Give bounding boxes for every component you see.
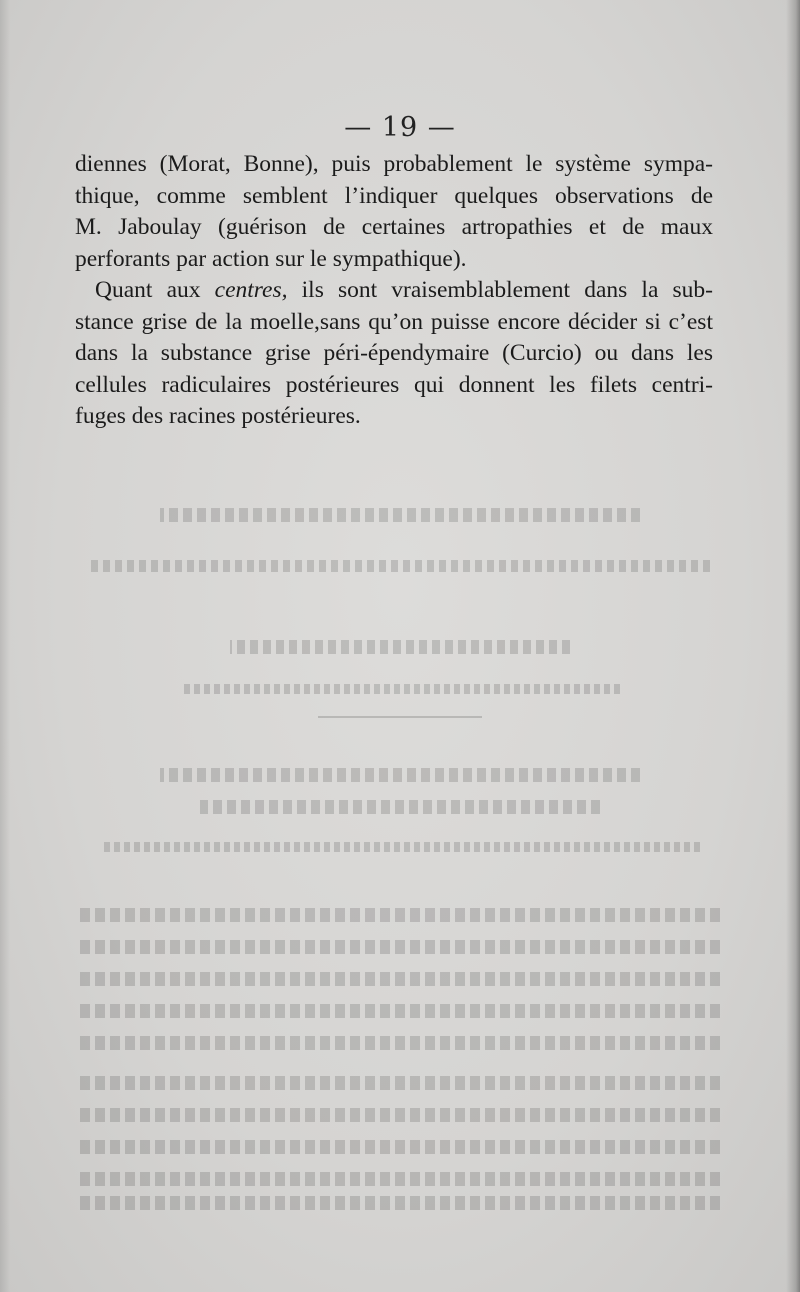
- text-line: cellules radiculaires postérieures qui donnent les filets centri-: [75, 371, 713, 398]
- text-line: fuges des racines postérieures.: [75, 403, 361, 429]
- text-line-with-emphasis: [75, 275, 713, 307]
- text-line: diennes (Morat, Bonne), puis probablement le système sympa-: [75, 151, 713, 177]
- text-line: thique, comme semblent l’indiquer quelques observations de: [75, 182, 713, 209]
- text-line: stance grise de la moelle,sans qu’on puisse encore décider si c’est: [75, 308, 713, 335]
- text-fragment: ils sont vraisemblablement dans la sub-: [287, 277, 713, 303]
- text-line: M. Jaboulay (guérison de certaines artropathies et de maux: [75, 214, 713, 240]
- emphasis-centres: centres,: [214, 277, 288, 303]
- text-line: dans la substance grise péri-épendymaire (Curcio) ou dans les: [75, 340, 713, 366]
- page-left-shadow: [0, 0, 10, 1292]
- paragraph-2: [75, 275, 713, 433]
- body-text: [75, 149, 713, 433]
- page-number: — 19 —: [344, 112, 456, 143]
- paragraph-1: [75, 149, 713, 275]
- text-fragment: Quant aux: [95, 277, 215, 303]
- page-right-shadow: [786, 0, 800, 1292]
- text-line: perforants par action sur le sympathique).: [75, 245, 467, 272]
